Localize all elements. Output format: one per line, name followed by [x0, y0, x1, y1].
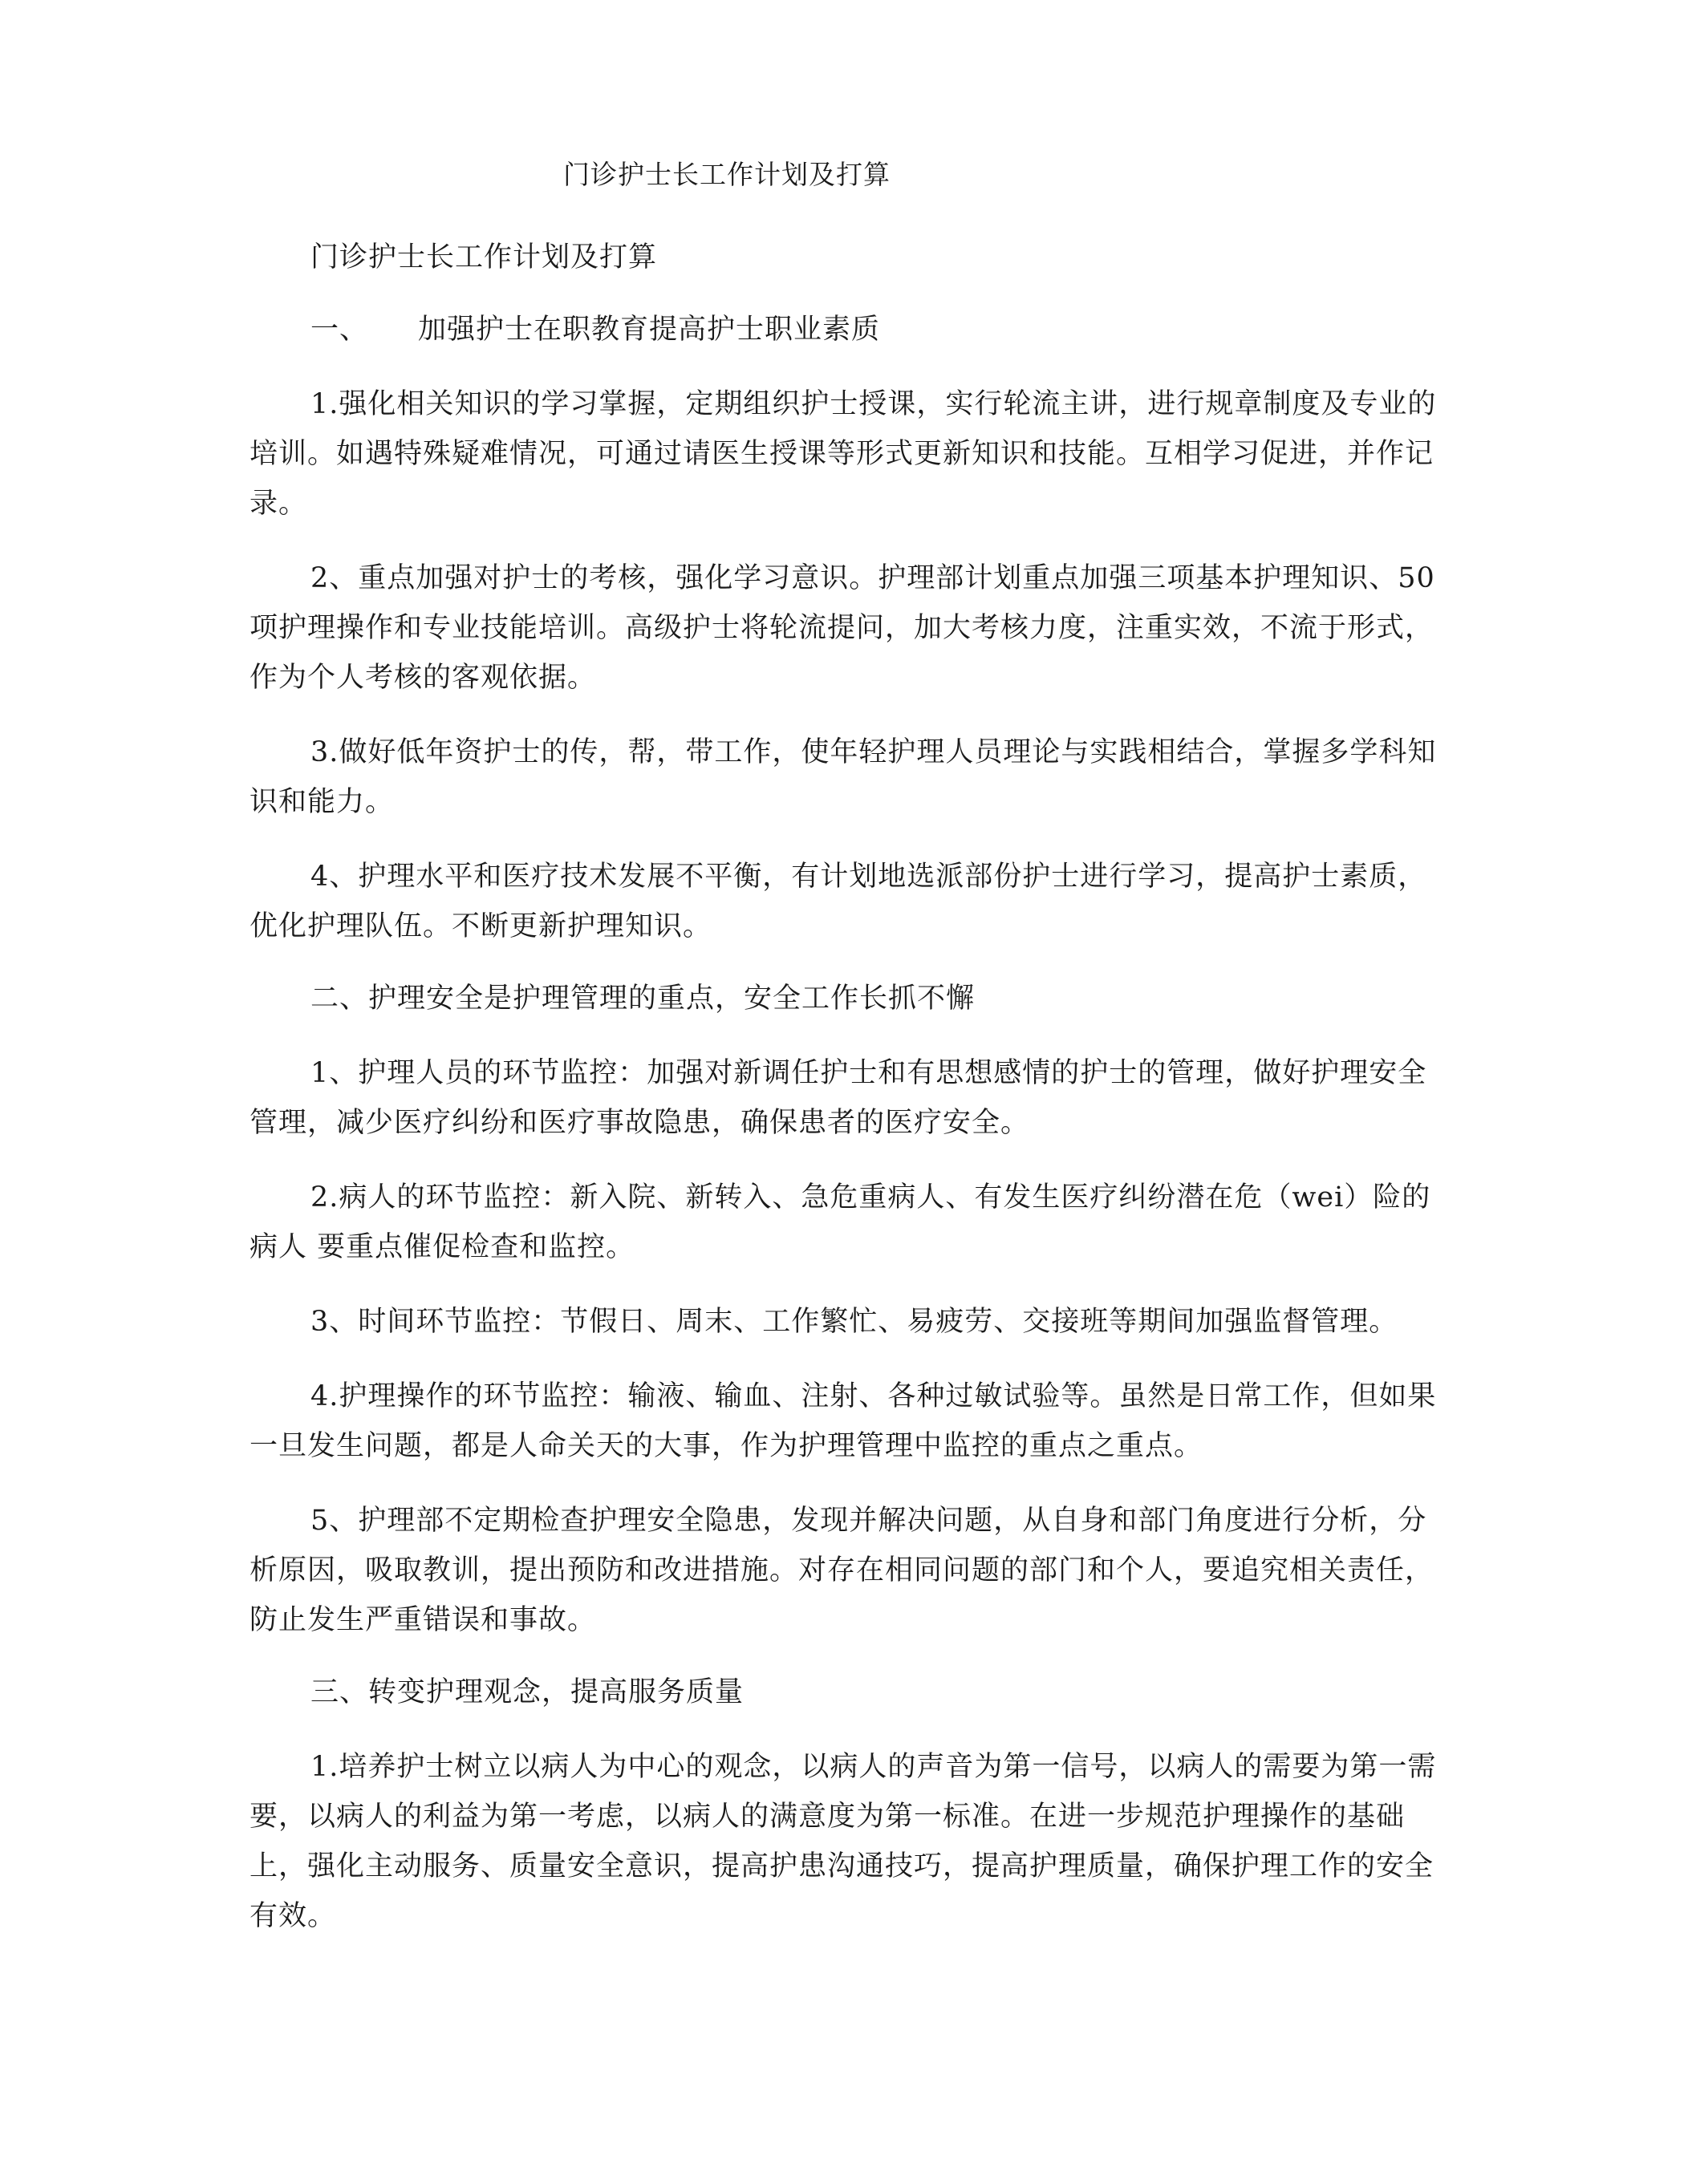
section-3-heading: 三、转变护理观念，提高服务质量 [310, 1676, 745, 1708]
section-1-paragraph-4: 4、护理水平和医疗技术发展不平衡，有计划地选派部份护士进行学习，提高护士素质，优化护理队伍。不断更新护理知识。 [250, 861, 1427, 942]
section-2-paragraph-1: 1、护理人员的环节监控：加强对新调任护士和有思想感情的护士的管理，做好护理安全管理，减少医疗纠纷和医疗事故隐患，确保患者的医疗安全。 [250, 1057, 1427, 1139]
document-title: 门诊护士长工作计划及打算 [563, 159, 891, 190]
section-2-paragraph-4: 4.护理操作的环节监控：输液、输血、注射、各种过敏试验等。虽然是日常工作，但如果一旦发生问题，都是人命关天的大事，作为护理管理中监控的重点之重点。 [250, 1380, 1437, 1462]
section-1-paragraph-1: 1.强化相关知识的学习掌握，定期组织护士授课，实行轮流主讲，进行规章制度及专业的培训。如遇特殊疑难情况，可通过请医生授课等形式更新知识和技能。互相学习促进，并作记录。 [250, 388, 1437, 520]
section-1-heading [250, 305, 1437, 355]
section-2-paragraph-2: 2.病人的环节监控：新入院、新转入、急危重病人、有发生医疗纠纷潜在危（wei）险的病人 要重点催促检查和监控。 [250, 1181, 1431, 1263]
section-2-paragraph-3: 3、时间环节监控：节假日、周末、工作繁忙、易疲劳、交接班等期间加强监督管理。 [310, 1306, 1398, 1338]
subtitle: 门诊护士长工作计划及打算 [310, 241, 658, 274]
document-body [250, 233, 1437, 1941]
section-1-heading-text: 加强护士在职教育提高护士职业素质 [418, 314, 881, 346]
section-1-heading-number: 一、 [310, 314, 369, 346]
section-2-paragraph-5: 5、护理部不定期检查护理安全隐患，发现并解决问题，从自身和部门角度进行分析，分析原因，吸取教训，提出预防和改进措施。对存在相同问题的部门和个人，要追究相关责任，防止发生严重错误和事故。 [250, 1505, 1434, 1636]
section-2-heading: 二、护理安全是护理管理的重点，安全工作长抓不懈 [310, 983, 976, 1015]
section-1-paragraph-2: 2、重点加强对护士的考核，强化学习意识。护理部计划重点加强三项基本护理知识、50 项护理操作和专业技能培训。高级护士将轮流提问，加大考核力度，注重实效，不流于形式，作为个人考核的客观依据。 [250, 562, 1435, 694]
section-3-paragraph-1: 1.培养护士树立以病人为中心的观念，以病人的声音为第一信号，以病人的需要为第一需要，以病人的利益为第一考虑，以病人的满意度为第一标准。在进一步规范护理操作的基础上，强化主动服务、质量安全意识，提高护患沟通技巧，提高护理质量，确保护理工作的安全有效。 [250, 1751, 1437, 1932]
section-1-paragraph-3: 3.做好低年资护士的传，帮，带工作，使年轻护理人员理论与实践相结合，掌握多学科知识和能力。 [250, 736, 1437, 818]
